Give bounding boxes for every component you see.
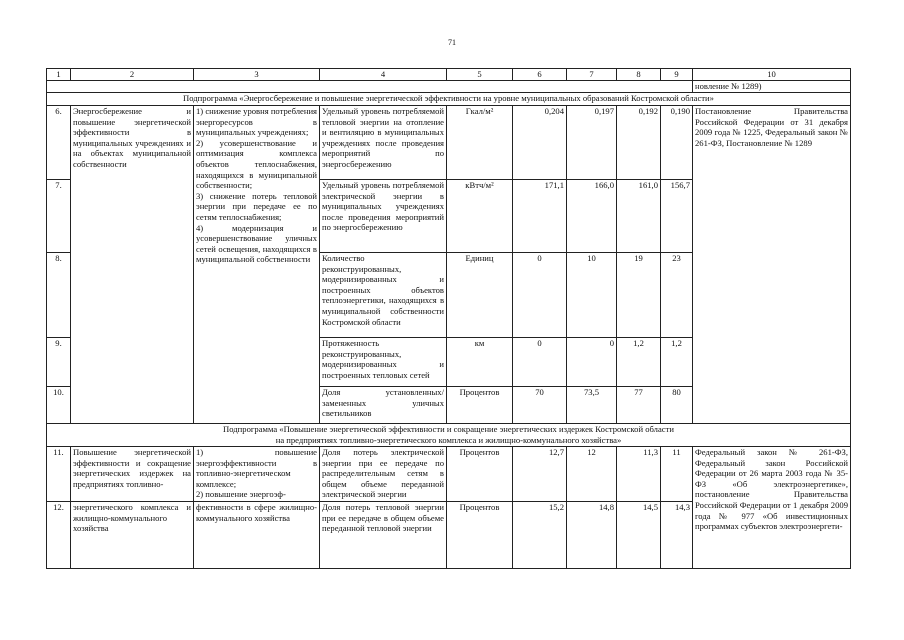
header-cell: 10 [693,69,851,81]
value-cell: 14,8 [567,502,617,569]
value-cell: 11,3 [617,447,661,502]
indicator-cell: Протяженность реконструированных, модернизированных и построенных тепловых сетей [320,338,447,387]
value-cell: 11 [661,447,693,502]
unit-cell: Единиц [447,253,513,338]
indicator-cell: Доля установленных/замененных уличных светильников [320,387,447,424]
indicators-table [46,68,851,569]
unit-cell: км [447,338,513,387]
header-cell: 2 [71,69,194,81]
measures-cell: 1) снижение уровня потребления энергоресурсов в муниципальных учреждениях; 2) усовершенствование и оптимизация комплекса объектов теплоснабжения, находящихся в муниципальной собственности; 3) снижение потерь тепловой энергии при передаче ее по сетям теплоснабжения; 4) модернизация и усовершенствование уличных сетей освещения, находящихся в муниципальной собственности [194,106,320,424]
header-cell: 3 [194,69,320,81]
continuation-row [47,81,851,93]
table-row [47,447,851,502]
subprogram-row [47,424,851,447]
row-number: 11. [47,447,71,502]
value-cell: 23 [661,253,693,338]
value-cell: 0,190 [661,106,693,180]
subprogram-title-continued: на предприятиях топливно-энергетического комплекса и жилищно-коммунального хозяйства» [275,434,622,445]
value-cell: 12 [567,447,617,502]
value-cell: 70 [513,387,567,424]
value-cell: 0,192 [617,106,661,180]
task-cell: Повышение энергетической эффективности и сокращение энергетических издержек на предприятиях топливно- [71,447,194,502]
subprogram-row [47,93,851,106]
basis-cell: Постановление Правительства Российской Федерации от 31 декабря 2009 года № 1225, Федеральный закон № 261-ФЗ, Постановление № 1289 [693,106,851,424]
indicator-cell: Удельный уровень потребляемой тепловой энергии на отопление и вентиляцию в муниципальных учреждениях после проведения мероприятий по энергосбережению [320,106,447,180]
value-cell: 161,0 [617,180,661,253]
value-cell: 1,2 [617,338,661,387]
row-number: 6. [47,106,71,180]
value-cell: 171,1 [513,180,567,253]
header-cell: 7 [567,69,617,81]
row-number: 10. [47,387,71,424]
header-cell: 6 [513,69,567,81]
indicator-cell: Удельный уровень потребляемой электрической энергии в муниципальных учреждениях после проведения мероприятий по энергосбережению [320,180,447,253]
header-cell: 9 [661,69,693,81]
row-number: 7. [47,180,71,253]
indicator-cell: Количество реконструированных, модернизированных и построенных объектов теплоэнергетики, находящихся в муниципальной собственности Костромской области [320,253,447,338]
unit-cell: Гкал/м² [447,106,513,180]
unit-cell: Процентов [447,502,513,569]
value-cell: 73,5 [567,387,617,424]
value-cell: 14,3 [661,502,693,569]
value-cell: 1,2 [661,338,693,387]
unit-cell: кВтч/м² [447,180,513,253]
header-row [47,69,851,81]
task-cell: Энергосбережение и повышение энергетической эффективности в муниципальных учреждениях и на объектах муниципальной собственности [71,106,194,424]
task-cell: энергетического комплекса и жилищно-коммунального хозяйства [71,502,194,569]
measures-cell: 1) повышение энергоэффективности в топливно-энергетическом комплексе; 2) повышение энергоэф- [194,447,320,502]
value-cell: 0 [513,253,567,338]
value-cell: 77 [617,387,661,424]
row-number: 9. [47,338,71,387]
unit-cell: Процентов [447,447,513,502]
subprogram-title: Подпрограмма «Повышение энергетической эффективности и сокращение энергетических издержек Костромской области [223,424,674,434]
continuation-note: новление № 1289) [693,81,851,93]
value-cell: 0 [513,338,567,387]
value-cell: 0 [567,338,617,387]
value-cell: 14,5 [617,502,661,569]
table-row [47,106,851,180]
value-cell: 12,7 [513,447,567,502]
value-cell: 80 [661,387,693,424]
header-cell: 4 [320,69,447,81]
value-cell: 156,7 [661,180,693,253]
indicator-cell: Доля потерь электрической энергии при ее передаче по распределительным сетям в общем объеме переданной электрической энергии [320,447,447,502]
basis-cell: Федеральный закон № 261-ФЗ, Федеральный закон Российской Федерации от 26 марта 2003 года № 35-ФЗ «Об электроэнергетике», постановление Правительства Российской Федерации от 1 декабря 2009 года № 977 «Об инвестиционных программах субъектов электроэнергети- [693,447,851,569]
measures-cell: фективности в сфере жилищно-коммунального хозяйства [194,502,320,569]
subprogram-title: Подпрограмма «Энергосбережение и повышение энергетической эффективности на уровне муниципальных образований Костромской области» [47,93,851,106]
row-number: 8. [47,253,71,338]
value-cell: 19 [617,253,661,338]
value-cell: 166,0 [567,180,617,253]
value-cell: 10 [567,253,617,338]
header-cell: 8 [617,69,661,81]
row-number: 12. [47,502,71,569]
header-cell: 5 [447,69,513,81]
value-cell: 0,197 [567,106,617,180]
indicator-cell: Доля потерь тепловой энергии при ее передаче в общем объеме переданной тепловой энергии [320,502,447,569]
value-cell: 0,204 [513,106,567,180]
unit-cell: Процентов [447,387,513,424]
header-cell: 1 [47,69,71,81]
page-number: 71 [448,38,456,47]
value-cell: 15,2 [513,502,567,569]
